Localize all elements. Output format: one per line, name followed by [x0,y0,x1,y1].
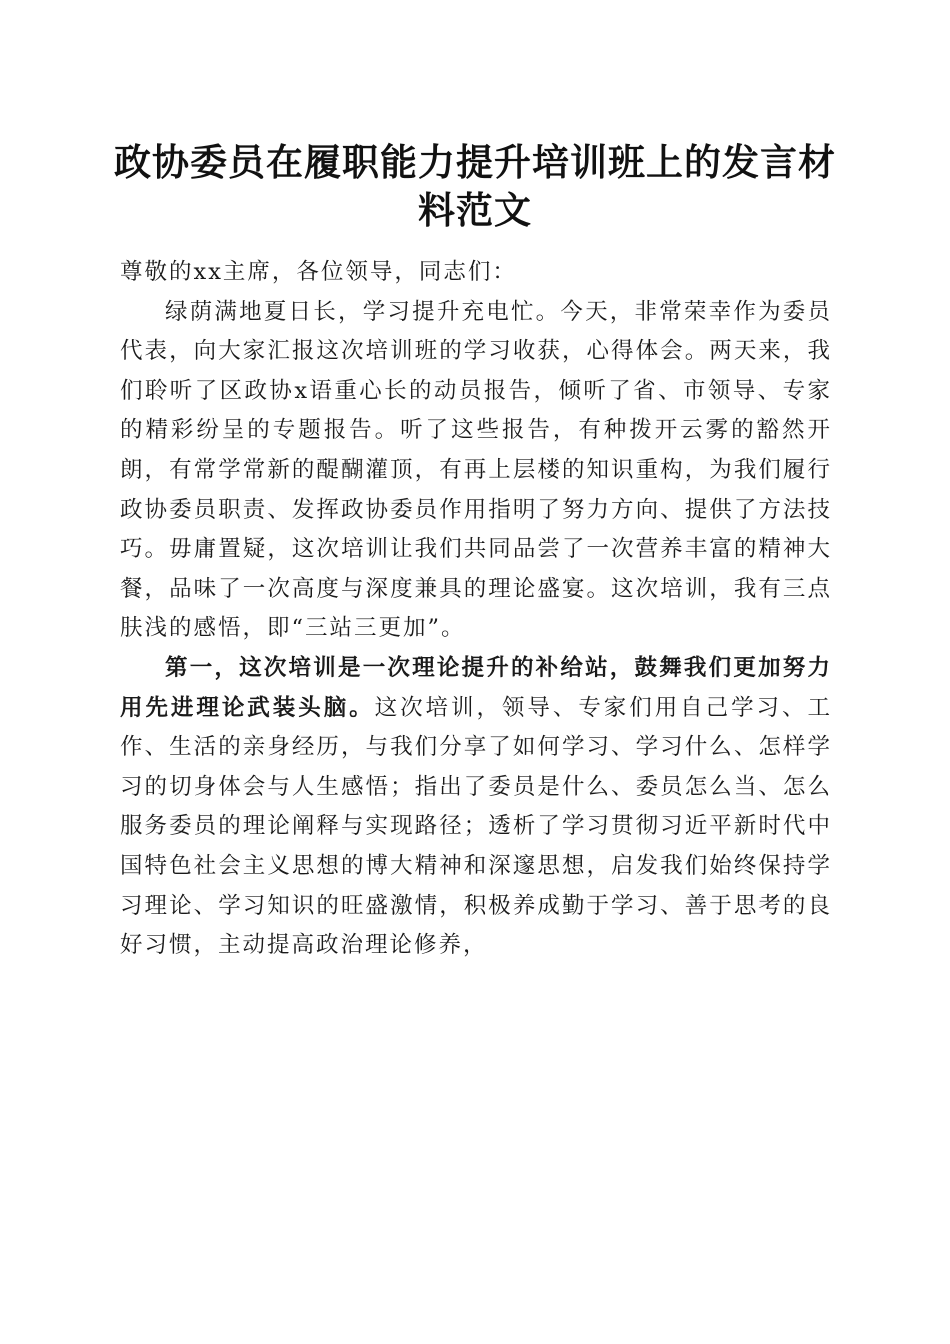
document-body [120,253,832,966]
paragraph-point-one [120,649,832,966]
paragraph-text: 这次培训，领导、专家们用自己学习、工作、生活的亲身经历，与我们分享了如何学习、学习什么、怎样学习的切身体会与人生感悟；指出了委员是什么、委员怎么当、怎么服务委员的理论阐释与实现路径；透析了学习贯彻习近平新时代中国特色社会主义思想的博大精神和深邃思想，启发我们始终保持学习理论、学习知识的旺盛激情，积极养成勤于学习、善于思考的良好习惯，主动提高政治理论修养， [120,694,832,959]
paragraph-text: 绿荫满地夏日长，学习提升充电忙。今天，非常荣幸作为委员代表，向大家汇报这次培训班的学习收获，心得体会。两天来，我们聆听了区政协x语重心长的动员报告，倾听了省、市领导、专家的精彩纷呈的专题报告。听了这些报告，有种拨开云雾的豁然开朗，有常学常新的醍醐灌顶，有再上层楼的知识重构，为我们履行政协委员职责、发挥政协委员作用指明了努力方向、提供了方法技巧。毋庸置疑，这次培训让我们共同品尝了一次营养丰富的精神大餐，品味了一次高度与深度兼具的理论盛宴。这次培训，我有三点肤浅的感悟，即“三站三更加”。 [120,298,832,642]
document-title: 政协委员在履职能力提升培训班上的发言材料范文 [114,140,836,232]
paragraph-lead-sentence: 第一，这次培训是一次理论提升的补给站，鼓舞我们更加努力用先进理论武装头脑。 [120,654,832,721]
salutation: 尊敬的xx主席，各位领导，同志们： [120,259,517,285]
paragraph-intro [120,293,832,649]
